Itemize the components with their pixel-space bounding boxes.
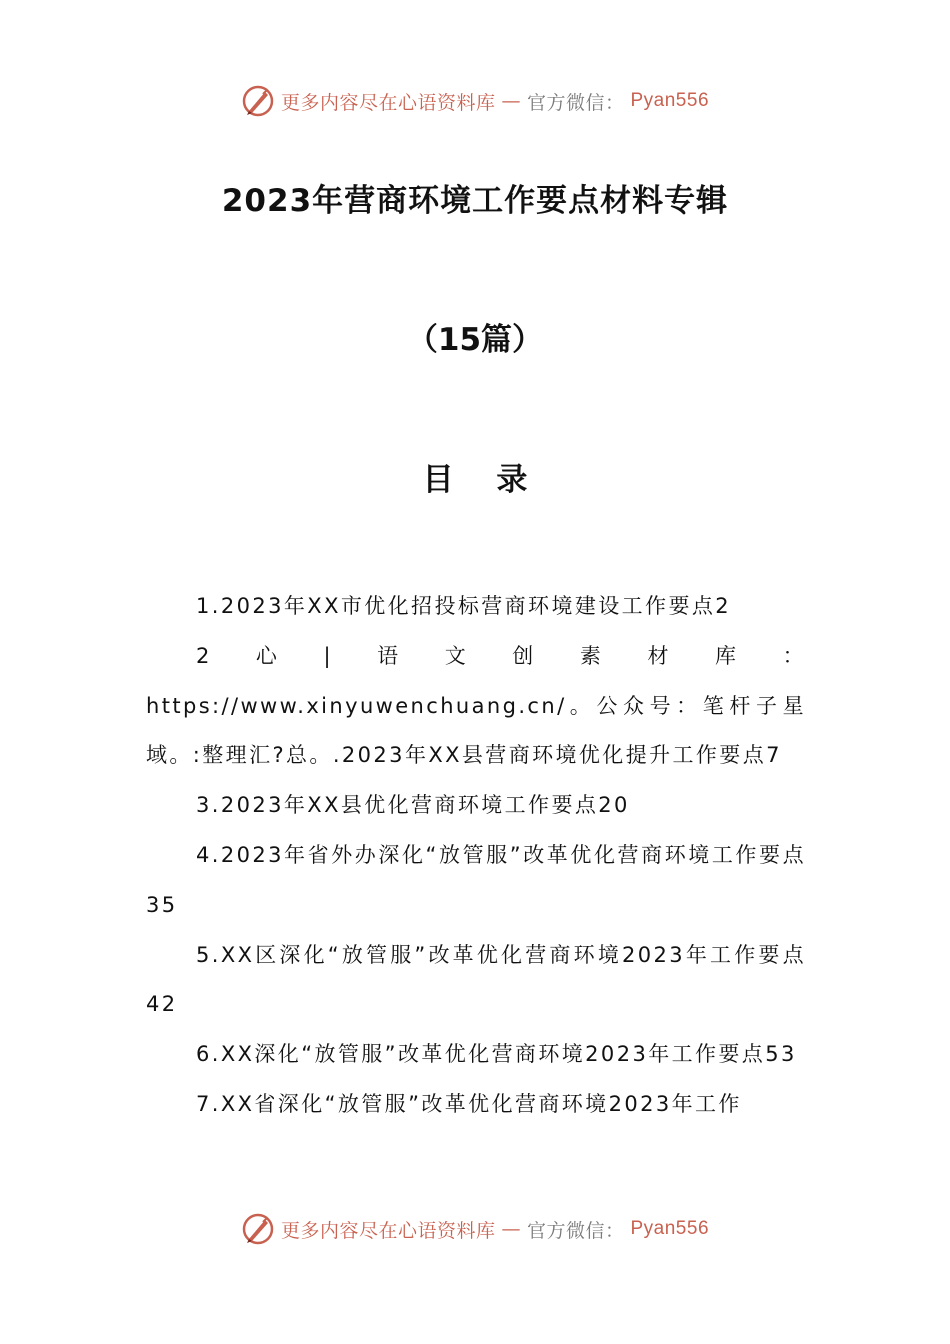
watermark-dash: — — [501, 1218, 521, 1240]
watermark-footer — [0, 1212, 950, 1246]
toc-heading: 目 录 — [422, 462, 544, 498]
watermark-brand: 更多内容尽在心语资料库 — [280, 91, 496, 114]
table-of-contents — [146, 582, 806, 1130]
watermark-wechat-label: 官方微信： — [526, 1219, 625, 1242]
document-title: 2023年营商环境工作要点材料专辑 — [221, 183, 729, 219]
toc-entry: 5.XX区深化“放管服”改革优化营商环境2023年工作要点42 — [146, 942, 806, 1017]
toc-entry: 6.XX深化“放管服”改革优化营商环境2023年工作要点53 — [196, 1042, 797, 1067]
document-subtitle: （15篇） — [406, 322, 544, 358]
toc-entry: 7.XX省深化“放管服”改革优化营商环境2023年工作 — [196, 1091, 742, 1116]
quill-pen-icon — [241, 1212, 275, 1246]
watermark-dash: — — [501, 90, 521, 112]
watermark-wechat-id: Pyan556 — [630, 90, 710, 111]
quill-pen-icon — [241, 84, 275, 118]
watermark-wechat-label: 官方微信： — [526, 91, 625, 114]
watermark-wechat-id: Pyan556 — [630, 1218, 710, 1239]
watermark-header — [0, 84, 950, 118]
toc-entry: 1.2023年XX市优化招投标营商环境建设工作要点2 — [196, 594, 732, 618]
watermark-brand: 更多内容尽在心语资料库 — [280, 1219, 496, 1242]
toc-entry: 3.2023年XX县优化营商环境工作要点20 — [196, 793, 630, 818]
toc-entry: 4.2023年省外办深化“放管服”改革优化营商环境工作要点35 — [146, 842, 806, 917]
toc-entry: 2心|语文创素材库：https://www.xinyuwenchuang.cn/。公众号：笔杆子星域。:整理汇?总。.2023年XX县营商环境优化提升工作要点7 — [146, 643, 806, 768]
